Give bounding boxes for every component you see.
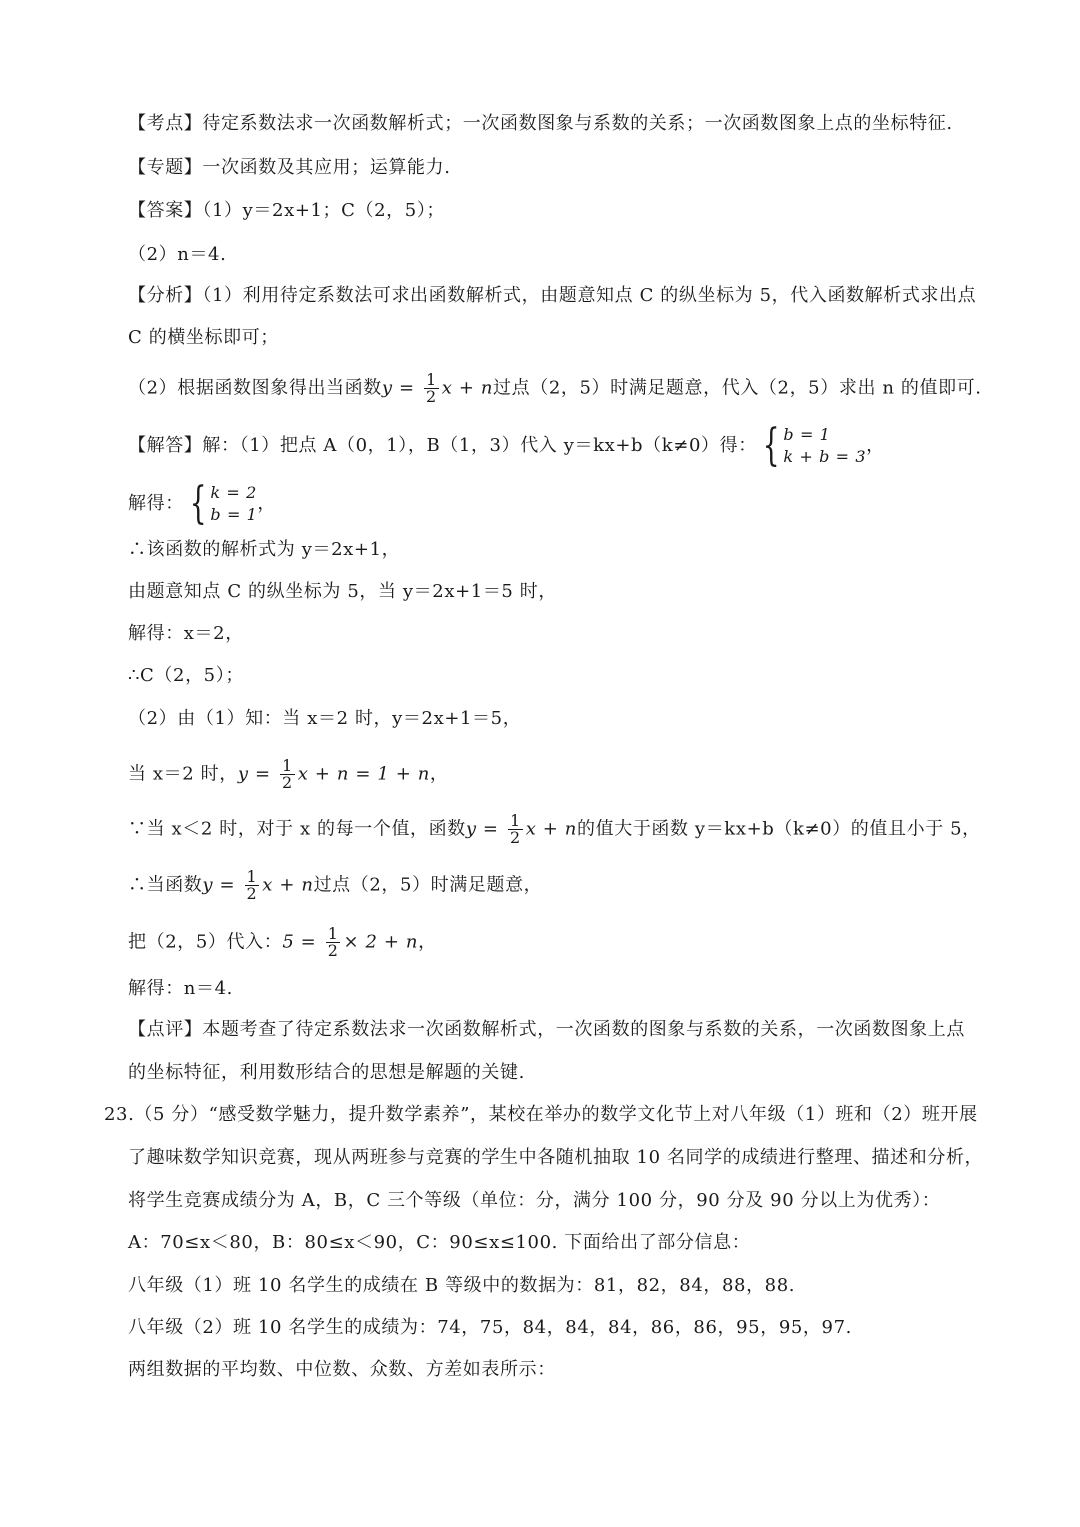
math-expr: × 2 + n	[343, 931, 419, 953]
fraction-denominator: 2	[281, 773, 293, 792]
question-23-line-4: A：70≤x＜80，B：80≤x＜90，C：90≤x≤100. 下面给出了部分信息：	[128, 1232, 751, 1253]
analysis-line-2: C 的横坐标即可；	[128, 327, 279, 348]
solution-line-12: 解得：n＝4.	[128, 978, 233, 999]
fraction-numerator: 1	[246, 867, 258, 886]
math-expr: x + n = 1 + n	[297, 763, 430, 785]
answer-line-1: 【答案】（1）y＝2x+1；C（2，5）；	[128, 200, 446, 221]
answer-line-2: （2）n＝4.	[128, 244, 227, 265]
brace-symbol: {	[189, 478, 207, 529]
question-23-line-1: 23.（5 分）“感受数学魅力，提升数学素养”，某校在举办的数学文化节上对八年级（1）班和（2）班开展	[104, 1104, 978, 1125]
equation-system	[757, 420, 867, 471]
solution-line-4: 由题意知点 C 的纵坐标为 5，当 y＝2x+1＝5 时，	[128, 581, 557, 602]
text-segment: 的值大于函数 y＝kx+b（k≠0）的值且小于 5，	[577, 818, 981, 840]
text-segment: ∴当函数	[128, 874, 203, 896]
question-23-line-6: 八年级（2）班 10 名学生的成绩为：74，75，84，84，84，86，86，95，95，97.	[128, 1317, 852, 1338]
equation-row: b = 1	[210, 505, 258, 524]
comment-line-1: 【点评】本题考查了待定系数法求一次函数解析式，一次函数的图象与系数的关系，一次函数图象上点	[128, 1019, 965, 1040]
fraction-numerator: 1	[327, 924, 339, 943]
math-expr: x + n	[441, 377, 494, 399]
math-expr: y =	[237, 763, 277, 785]
solution-line-3: ∴该函数的解析式为 y＝2x+1，	[128, 539, 401, 560]
fraction-numerator: 1	[509, 811, 521, 830]
text-segment: 过点（2，5）时满足题意，	[313, 874, 543, 896]
fraction-numerator: 1	[281, 756, 293, 775]
text-segment: ，	[866, 435, 885, 456]
fraction-denominator: 2	[246, 884, 258, 903]
equation-system	[184, 478, 258, 529]
brace-symbol: {	[762, 420, 780, 471]
text-segment: ，	[429, 763, 449, 785]
question-23-line-7: 两组数据的平均数、中位数、众数、方差如表所示：	[128, 1359, 556, 1380]
solution-line-9	[128, 813, 981, 846]
fraction-denominator: 2	[425, 387, 437, 406]
fraction	[508, 813, 523, 846]
solution-line-6: ∴C（2，5）；	[128, 665, 244, 686]
text-segment: 把（2，5）代入：	[128, 931, 283, 953]
text-segment: （2）根据函数图象得出当函数	[128, 377, 382, 399]
question-23-line-2: 了趣味数学知识竞赛，现从两班参与竞赛的学生中各随机抽取 10 名同学的成绩进行整理、描述和分析，	[128, 1147, 984, 1168]
solution-line-11	[128, 926, 437, 959]
math-expr: x + n	[262, 874, 314, 896]
math-expr: 5 =	[282, 931, 323, 953]
solution-line-8	[128, 758, 449, 791]
fraction-numerator: 1	[425, 370, 437, 389]
fraction-denominator: 2	[327, 941, 339, 960]
analysis-line-1: 【分析】（1）利用待定系数法可求出函数解析式，由题意知点 C 的纵坐标为 5，代入函数解析式求出点	[128, 285, 977, 306]
math-expr: y =	[465, 818, 505, 840]
math-expr: y =	[202, 874, 242, 896]
text-segment: ，	[257, 493, 277, 514]
kaodian-line: 【考点】待定系数法求一次函数解析式；一次函数图象与系数的关系；一次函数图象上点的坐标特征.	[128, 113, 953, 134]
text-segment: 过点（2，5）时满足题意，代入（2，5）求出 n 的值即可.	[493, 377, 982, 399]
solution-line-5: 解得：x＝2，	[128, 623, 244, 644]
fraction	[424, 372, 439, 405]
text-segment: 当 x＝2 时，	[128, 763, 238, 785]
solution-line-2	[128, 478, 277, 529]
solution-line-7: （2）由（1）知：当 x＝2 时，y＝2x+1＝5，	[128, 708, 522, 729]
text-segment: 解得：	[128, 493, 184, 514]
analysis-line-3	[128, 372, 982, 405]
text-segment: ，	[418, 931, 437, 953]
zhuanti-line: 【专题】一次函数及其应用；运算能力.	[128, 157, 451, 178]
math-expr: y =	[381, 377, 421, 399]
solution-line-10	[128, 869, 542, 902]
fraction	[245, 869, 260, 902]
fraction-denominator: 2	[509, 828, 521, 847]
fraction	[280, 758, 295, 791]
equation-row: k + b = 3	[783, 447, 867, 466]
text-segment: ∵当 x＜2 时，对于 x 的每一个值，函数	[128, 818, 466, 840]
math-expr: x + n	[525, 818, 578, 840]
question-23-line-3: 将学生竞赛成绩分为 A，B，C 三个等级（单位：分，满分 100 分，90 分及 90 分以上为优秀）：	[128, 1190, 941, 1211]
solution-line-1	[128, 420, 885, 471]
comment-line-2: 的坐标特征，利用数形结合的思想是解题的关键.	[128, 1062, 525, 1083]
equation-row: k = 2	[210, 483, 257, 502]
question-23-line-5: 八年级（1）班 10 名学生的成绩在 B 等级中的数据为：81，82，84，88，88.	[128, 1275, 796, 1296]
equation-row: b = 1	[783, 425, 831, 444]
text-segment: 【解答】解：（1）把点 A（0，1），B（1，3）代入 y＝kx+b（k≠0）得：	[128, 435, 757, 456]
fraction	[326, 926, 341, 959]
